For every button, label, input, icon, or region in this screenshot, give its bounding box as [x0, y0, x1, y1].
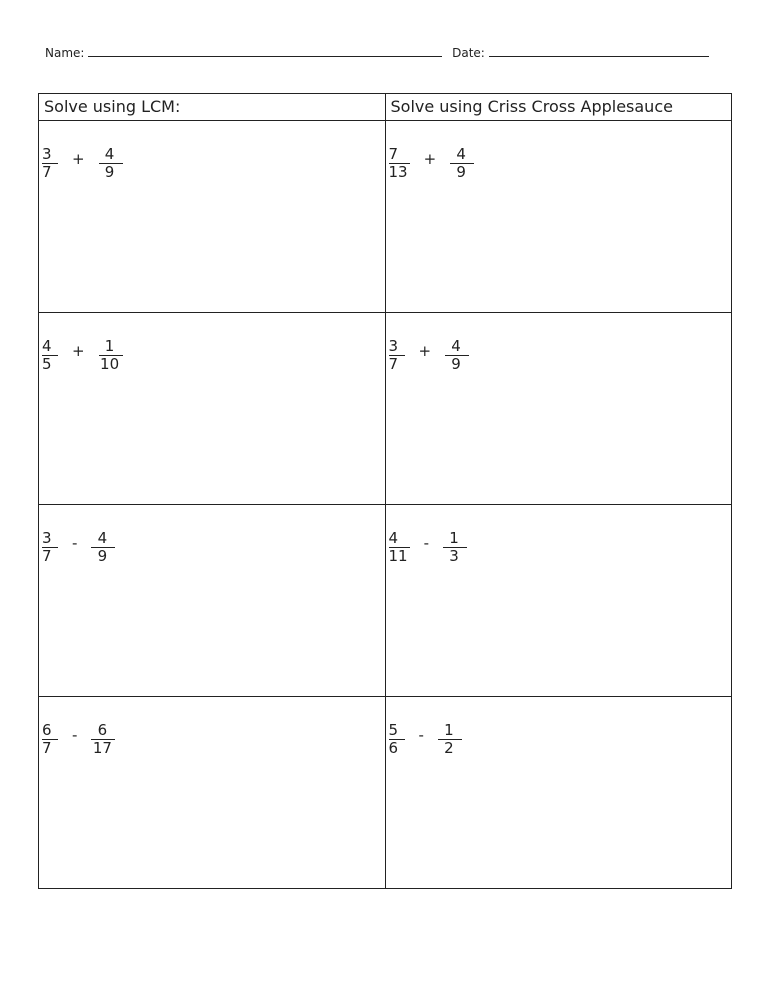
numerator: 4: [389, 530, 410, 548]
table-row: [39, 313, 732, 505]
fraction-problem: [389, 338, 732, 373]
numerator: 7: [389, 146, 410, 164]
denominator: 9: [451, 355, 461, 373]
numerator: 4: [450, 146, 474, 164]
denominator: 13: [388, 163, 408, 181]
problem-table: [38, 93, 732, 889]
fraction-b: [91, 530, 115, 565]
name-field-line[interactable]: [88, 44, 442, 57]
fraction-a: [389, 530, 410, 565]
denominator: 5: [42, 355, 52, 373]
numerator: 3: [42, 146, 58, 164]
fraction-problem: [42, 338, 385, 373]
numerator: 3: [389, 338, 405, 356]
table-row: [39, 121, 732, 313]
operator: +: [418, 341, 432, 360]
denominator: 2: [444, 739, 454, 757]
denominator: 9: [104, 163, 115, 181]
problem-cell-criss-cross-2[interactable]: [385, 313, 732, 505]
problem-cell-criss-cross-3[interactable]: [385, 505, 732, 697]
table-row: [39, 697, 732, 889]
numerator: 6: [91, 722, 115, 740]
fraction-b: [450, 146, 474, 181]
operator: +: [72, 341, 85, 360]
operator: -: [418, 725, 424, 744]
fraction-b: [438, 722, 462, 757]
lcm-column-header: Solve using LCM:: [39, 94, 386, 121]
numerator: 4: [99, 146, 123, 164]
numerator: 5: [389, 722, 405, 740]
numerator: 3: [42, 530, 58, 548]
fraction-a: [42, 530, 58, 565]
worksheet-header: [45, 44, 709, 61]
denominator: 11: [388, 547, 408, 565]
fraction-a: [42, 722, 58, 757]
numerator: 4: [91, 530, 115, 548]
fraction-problem: [42, 530, 385, 565]
denominator: 7: [42, 739, 52, 757]
denominator: 6: [388, 739, 399, 757]
operator: -: [72, 533, 78, 552]
fraction-problem: [389, 722, 732, 757]
fraction-problem: [42, 722, 385, 757]
denominator: 7: [42, 547, 52, 565]
operator: +: [72, 149, 85, 168]
fraction-b: [91, 722, 115, 757]
fraction-problem: [42, 146, 385, 181]
problem-cell-criss-cross-1[interactable]: [385, 121, 732, 313]
table-row: [39, 505, 732, 697]
fraction-b: [443, 530, 467, 565]
date-label: Date:: [452, 46, 485, 60]
numerator: 1: [438, 722, 462, 740]
date-field-line[interactable]: [489, 44, 709, 57]
problem-cell-lcm-4[interactable]: [39, 697, 386, 889]
fraction-a: [42, 146, 58, 181]
name-label: Name:: [45, 46, 85, 60]
denominator: 3: [449, 547, 459, 565]
numerator: 1: [443, 530, 467, 548]
fraction-a: [389, 146, 410, 181]
problem-cell-lcm-3[interactable]: [39, 505, 386, 697]
denominator: 7: [42, 163, 52, 181]
fraction-a: [389, 722, 405, 757]
numerator: 1: [99, 338, 123, 356]
denominator: 7: [388, 355, 399, 373]
denominator: 9: [456, 163, 466, 181]
operator: -: [72, 725, 78, 744]
fraction-problem: [389, 146, 732, 181]
problem-cell-lcm-1[interactable]: [39, 121, 386, 313]
fraction-b: [99, 146, 123, 181]
table-header-row: [39, 94, 732, 121]
numerator: 4: [42, 338, 58, 356]
denominator: 17: [92, 739, 112, 757]
criss-cross-column-header: Solve using Criss Cross Applesauce: [385, 94, 732, 121]
fraction-a: [389, 338, 405, 373]
fraction-b: [445, 338, 469, 373]
fraction-a: [42, 338, 58, 373]
operator: -: [423, 533, 430, 552]
problem-cell-criss-cross-4[interactable]: [385, 697, 732, 889]
numerator: 6: [42, 722, 58, 740]
fraction-b: [99, 338, 123, 373]
problem-cell-lcm-2[interactable]: [39, 313, 386, 505]
numerator: 4: [445, 338, 469, 356]
denominator: 10: [100, 355, 120, 373]
fraction-problem: [389, 530, 732, 565]
denominator: 9: [97, 547, 108, 565]
operator: +: [423, 149, 437, 168]
